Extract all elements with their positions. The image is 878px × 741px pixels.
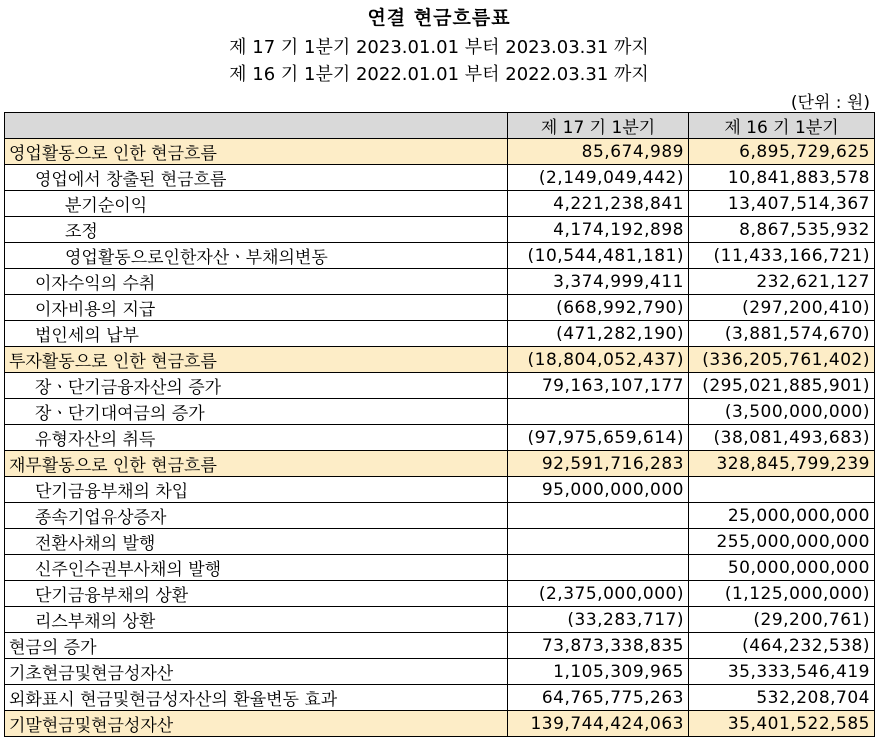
header-prior-period: 제 16 기 1분기	[689, 113, 875, 139]
value-current-period	[508, 399, 689, 425]
row-label: 재무활동으로 인한 현금흐름	[5, 451, 508, 477]
value-current-period: 1,105,309,965	[508, 659, 689, 685]
value-current-period: 64,765,775,263	[508, 685, 689, 711]
row-label: 종속기업유상증자	[5, 503, 508, 529]
row-label: 리스부채의 상환	[5, 607, 508, 633]
cash-flow-table	[4, 112, 875, 737]
value-prior-period: 8,867,535,932	[689, 217, 875, 243]
table-row	[5, 321, 875, 347]
row-label: 단기금융부채의 차입	[5, 477, 508, 503]
table-row	[5, 581, 875, 607]
row-label: 이자수익의 수취	[5, 269, 508, 295]
value-current-period: 79,163,107,177	[508, 373, 689, 399]
value-current-period	[508, 529, 689, 555]
value-prior-period: 35,401,522,585	[689, 711, 875, 737]
table-row	[5, 243, 875, 269]
table-row	[5, 373, 875, 399]
value-current-period: (18,804,052,437)	[508, 347, 689, 373]
value-prior-period: (295,021,885,901)	[689, 373, 875, 399]
value-prior-period: 6,895,729,625	[689, 139, 875, 165]
value-prior-period: 25,000,000,000	[689, 503, 875, 529]
row-label: 신주인수권부사채의 발행	[5, 555, 508, 581]
value-prior-period: 232,621,127	[689, 269, 875, 295]
value-current-period: (2,149,049,442)	[508, 165, 689, 191]
value-current-period: (10,544,481,181)	[508, 243, 689, 269]
value-prior-period: 13,407,514,367	[689, 191, 875, 217]
value-current-period: 73,873,338,835	[508, 633, 689, 659]
table-row	[5, 659, 875, 685]
value-prior-period: (11,433,166,721)	[689, 243, 875, 269]
row-label: 투자활동으로 인한 현금흐름	[5, 347, 508, 373]
row-label: 영업활동으로 인한 현금흐름	[5, 139, 508, 165]
row-label: 외화표시 현금및현금성자산의 환율변동 효과	[5, 685, 508, 711]
value-prior-period: 328,845,799,239	[689, 451, 875, 477]
value-current-period: 4,221,238,841	[508, 191, 689, 217]
table-row	[5, 477, 875, 503]
value-prior-period	[689, 477, 875, 503]
value-current-period: (668,992,790)	[508, 295, 689, 321]
value-current-period: 92,591,716,283	[508, 451, 689, 477]
table-row	[5, 711, 875, 737]
value-current-period	[508, 555, 689, 581]
row-label: 장ㆍ단기대여금의 증가	[5, 399, 508, 425]
table-row	[5, 217, 875, 243]
row-label: 조정	[5, 217, 508, 243]
row-label: 법인세의 납부	[5, 321, 508, 347]
value-current-period: (2,375,000,000)	[508, 581, 689, 607]
value-current-period: 95,000,000,000	[508, 477, 689, 503]
header-current-period: 제 17 기 1분기	[508, 113, 689, 139]
value-prior-period: 10,841,883,578	[689, 165, 875, 191]
table-row	[5, 425, 875, 451]
table-row	[5, 607, 875, 633]
row-label: 영업활동으로인한자산ㆍ부채의변동	[5, 243, 508, 269]
table-row	[5, 191, 875, 217]
table-header-row	[5, 113, 875, 139]
value-prior-period: (1,125,000,000)	[689, 581, 875, 607]
table-row	[5, 555, 875, 581]
statement-title: 연결 현금흐름표	[367, 7, 511, 29]
value-prior-period: (29,200,761)	[689, 607, 875, 633]
table-row	[5, 165, 875, 191]
table-row	[5, 685, 875, 711]
value-prior-period: (38,081,493,683)	[689, 425, 875, 451]
table-row	[5, 633, 875, 659]
row-label: 유형자산의 취득	[5, 425, 508, 451]
value-current-period: 85,674,989	[508, 139, 689, 165]
table-row	[5, 347, 875, 373]
value-prior-period: (3,881,574,670)	[689, 321, 875, 347]
row-label: 분기순이익	[5, 191, 508, 217]
value-prior-period: (3,500,000,000)	[689, 399, 875, 425]
table-row	[5, 399, 875, 425]
period-prior: 제 16 기 1분기 2022.01.01 부터 2022.03.31 까지	[229, 64, 649, 85]
value-prior-period: 255,000,000,000	[689, 529, 875, 555]
table-row	[5, 295, 875, 321]
value-current-period: 139,744,424,063	[508, 711, 689, 737]
row-label: 기말현금및현금성자산	[5, 711, 508, 737]
header-blank	[5, 113, 508, 139]
value-current-period: (471,282,190)	[508, 321, 689, 347]
value-current-period: 4,174,192,898	[508, 217, 689, 243]
unit-label: (단위 : 원)	[790, 93, 870, 113]
table-row	[5, 529, 875, 555]
table-row	[5, 269, 875, 295]
row-label: 현금의 증가	[5, 633, 508, 659]
value-prior-period: (297,200,410)	[689, 295, 875, 321]
value-prior-period: 35,333,546,419	[689, 659, 875, 685]
table-row	[5, 139, 875, 165]
table-row	[5, 451, 875, 477]
table-row	[5, 503, 875, 529]
value-current-period	[508, 503, 689, 529]
row-label: 전환사채의 발행	[5, 529, 508, 555]
row-label: 장ㆍ단기금융자산의 증가	[5, 373, 508, 399]
row-label: 이자비용의 지급	[5, 295, 508, 321]
value-prior-period: 50,000,000,000	[689, 555, 875, 581]
period-current: 제 17 기 1분기 2023.01.01 부터 2023.03.31 까지	[229, 37, 649, 58]
value-current-period: 3,374,999,411	[508, 269, 689, 295]
value-prior-period: 532,208,704	[689, 685, 875, 711]
value-current-period: (33,283,717)	[508, 607, 689, 633]
row-label: 기초현금및현금성자산	[5, 659, 508, 685]
value-prior-period: (464,232,538)	[689, 633, 875, 659]
value-current-period: (97,975,659,614)	[508, 425, 689, 451]
value-prior-period: (336,205,761,402)	[689, 347, 875, 373]
row-label: 영업에서 창출된 현금흐름	[5, 165, 508, 191]
row-label: 단기금융부채의 상환	[5, 581, 508, 607]
